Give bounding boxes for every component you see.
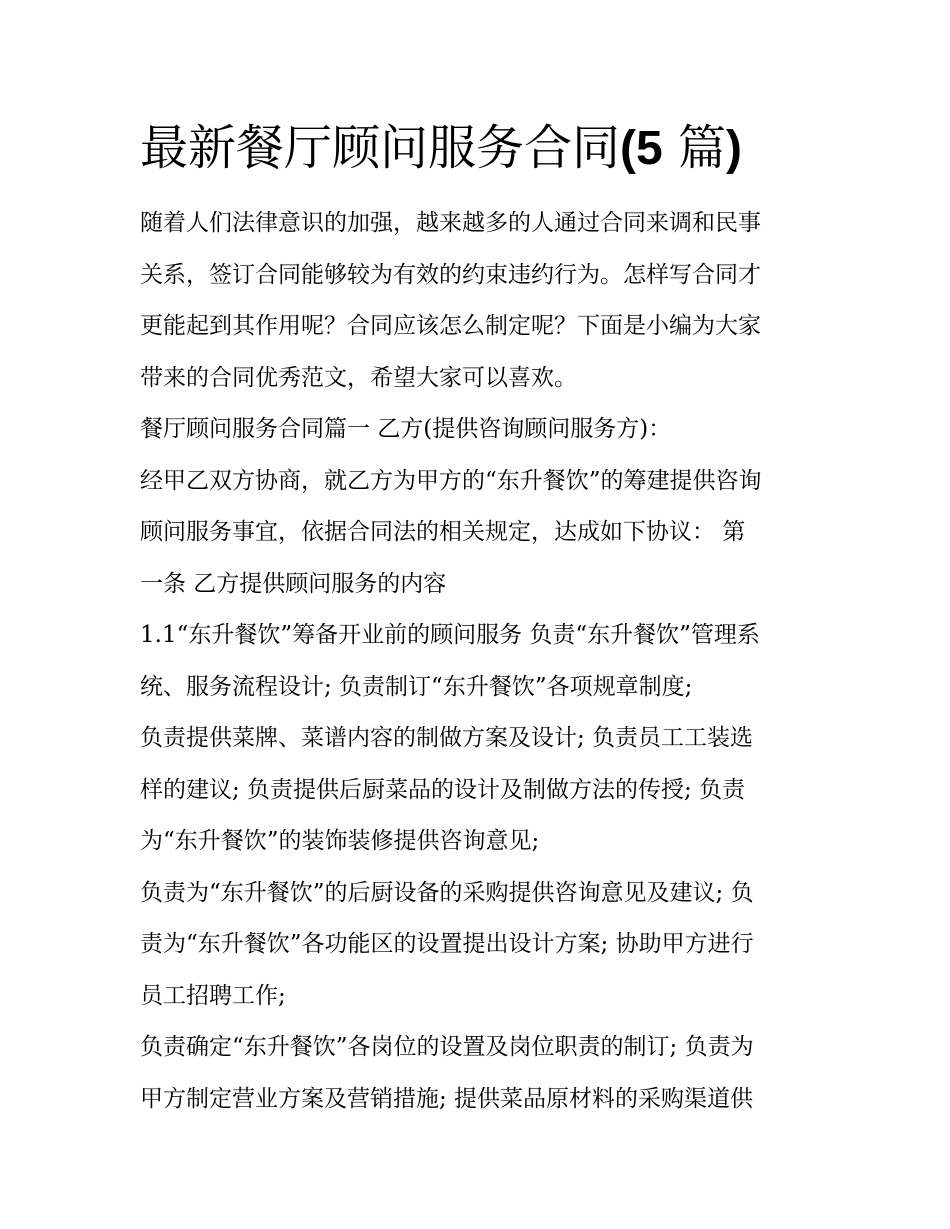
body-line: 经甲乙双方协商，就乙方为甲方的“东升餐饮”的筹建提供咨询 (140, 467, 762, 494)
body-line: 关系，签订合同能够较为有效的约束违约行为。怎样写合同才 (140, 261, 761, 288)
body-line: 责为“东升餐饮”各功能区的设置提出设计方案; 协助甲方进行 (140, 931, 754, 957)
body-line: 顾问服务事宜，依据合同法的相关规定，达成如下协议： 第 (140, 519, 746, 545)
body-line: 员工招聘工作; (140, 982, 286, 1009)
body-line: 甲方制定营业方案及营销措施; 提供菜品原材料的采购渠道供 (140, 1085, 754, 1112)
title-suffix: (5 (620, 122, 663, 175)
title-main: 最新餐厅顾问服务合同 (140, 120, 621, 176)
body-line: 1.1“东升餐饮”筹备开业前的顾问服务 负责“东升餐饮”管理系 (140, 622, 760, 648)
body-line: 随着人们法律意识的加强，越来越多的人通过合同来调和民事 (140, 210, 761, 236)
document-title (140, 116, 742, 181)
body-line: 负责为“东升餐饮”的后厨设备的采购提供咨询意见及建议; 负 (140, 879, 754, 906)
body-line: 为“东升餐饮”的装饰装修提供咨询意见; (140, 828, 540, 854)
section-heading-line: 餐厅顾问服务合同篇一 乙方(提供咨询顾问服务方)： (140, 416, 672, 442)
body-line: 统、服务流程设计; 负责制订“东升餐饮”各项规章制度; (140, 673, 693, 700)
body-line: 样的建议; 负责提供后厨菜品的设计及制做方法的传授; 负责 (140, 776, 746, 803)
title-close: ) (725, 122, 742, 175)
body-line: 一条 乙方提供顾问服务的内容 (140, 570, 447, 597)
body-line: 更能起到其作用呢？合同应该怎么制定呢？下面是小编为大家 (140, 313, 761, 339)
body-line: 负责确定“东升餐饮”各岗位的设置及岗位职责的制订; 负责为 (140, 1034, 754, 1060)
body-line: 带来的合同优秀范文，希望大家可以喜欢。 (140, 364, 577, 391)
title-pian: 篇 (662, 120, 726, 176)
body-line: 负责提供菜牌、菜谱内容的制做方案及设计; 负责员工工装选 (140, 725, 754, 751)
document-body (140, 198, 820, 1125)
